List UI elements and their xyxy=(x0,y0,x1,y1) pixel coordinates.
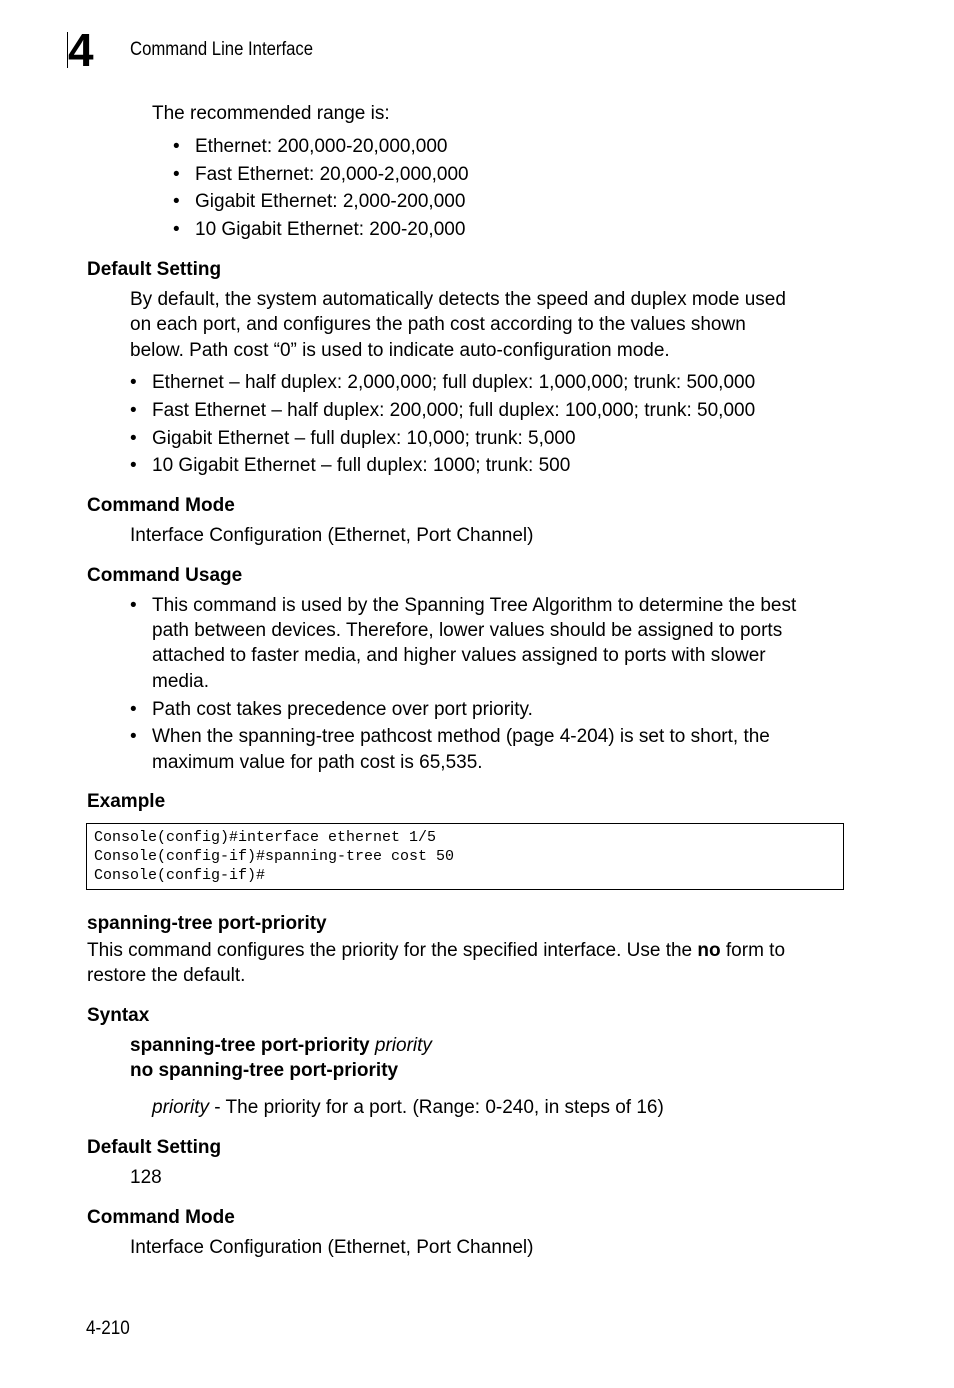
syntax-line xyxy=(130,1058,398,1083)
list-item-continuation: path between devices. Therefore, lower values should be assigned to ports xyxy=(152,620,783,641)
command-title: spanning-tree port-priority xyxy=(87,913,327,934)
list-item: • Ethernet – half duplex: 2,000,000; full duplex: 1,000,000; trunk: 500,000 xyxy=(152,370,755,395)
default-value: 128 xyxy=(130,1167,162,1188)
list-item: • When the spanning-tree pathcost method (page 4-204) is set to short, the xyxy=(152,724,770,749)
paragraph-line: By default, the system automatically detects the speed and duplex mode used xyxy=(130,289,786,310)
list-item: • Gigabit Ethernet – full duplex: 10,000; trunk: 5,000 xyxy=(152,426,576,451)
section-heading-example: Example xyxy=(87,791,166,812)
list-item-continuation: maximum value for path cost is 65,535. xyxy=(152,752,483,773)
list-item: • Ethernet: 200,000-20,000,000 xyxy=(195,134,447,159)
syntax-line xyxy=(130,1033,432,1058)
section-heading-default-setting: Default Setting xyxy=(87,1137,222,1158)
list-item: • Fast Ethernet – half duplex: 200,000; full duplex: 100,000; trunk: 50,000 xyxy=(152,398,755,423)
code-line: Console(config-if)# xyxy=(94,867,266,884)
command-description xyxy=(87,938,785,963)
parameter-name: priority xyxy=(152,1097,210,1118)
paragraph-line: below. Path cost “0” is used to indicate auto-configuration mode. xyxy=(130,340,670,361)
page-number: 4-210 xyxy=(86,1318,130,1339)
description-keyword: no xyxy=(697,940,721,961)
running-header-title: Command Line Interface xyxy=(130,39,314,60)
chapter-number: 4 xyxy=(68,24,93,76)
section-heading-command-usage: Command Usage xyxy=(87,565,243,586)
command-mode-text: Interface Configuration (Ethernet, Port Channel) xyxy=(130,525,534,546)
list-item: • Gigabit Ethernet: 2,000-200,000 xyxy=(195,189,465,214)
code-line: Console(config-if)#spanning-tree cost 50 xyxy=(94,848,455,865)
section-heading-default-setting: Default Setting xyxy=(87,259,222,280)
list-item: • Fast Ethernet: 20,000-2,000,000 xyxy=(195,162,469,187)
code-line: Console(config)#interface ethernet 1/5 xyxy=(94,829,437,846)
range-intro: The recommended range is: xyxy=(152,103,390,124)
syntax-command: spanning-tree port-priority xyxy=(130,1035,370,1056)
parameter-description: - The priority for a port. (Range: 0-240, in steps of 16) xyxy=(209,1097,664,1118)
syntax-argument: priority xyxy=(374,1035,432,1056)
list-item: • Path cost takes precedence over port priority. xyxy=(152,697,533,722)
syntax-parameter xyxy=(152,1095,664,1120)
paragraph-line: on each port, and configures the path cost according to the values shown xyxy=(130,314,746,335)
list-item: • This command is used by the Spanning Tree Algorithm to determine the best xyxy=(152,593,796,618)
list-item-continuation: attached to faster media, and higher values assigned to ports with slower xyxy=(152,645,766,666)
code-example-box xyxy=(86,823,844,890)
command-description-line2: restore the default. xyxy=(87,965,246,986)
section-heading-command-mode: Command Mode xyxy=(87,1207,235,1228)
list-item-continuation: media. xyxy=(152,671,210,692)
command-mode-text: Interface Configuration (Ethernet, Port Channel) xyxy=(130,1237,534,1258)
section-heading-syntax: Syntax xyxy=(87,1005,150,1026)
list-item: • 10 Gigabit Ethernet – full duplex: 1000; trunk: 500 xyxy=(152,453,570,478)
syntax-command: no spanning-tree port-priority xyxy=(130,1060,399,1081)
list-item: • 10 Gigabit Ethernet: 200-20,000 xyxy=(195,217,465,242)
description-text: This command configures the priority for the specified interface. Use the xyxy=(87,940,698,961)
description-text: form to xyxy=(720,940,786,961)
section-heading-command-mode: Command Mode xyxy=(87,495,235,516)
